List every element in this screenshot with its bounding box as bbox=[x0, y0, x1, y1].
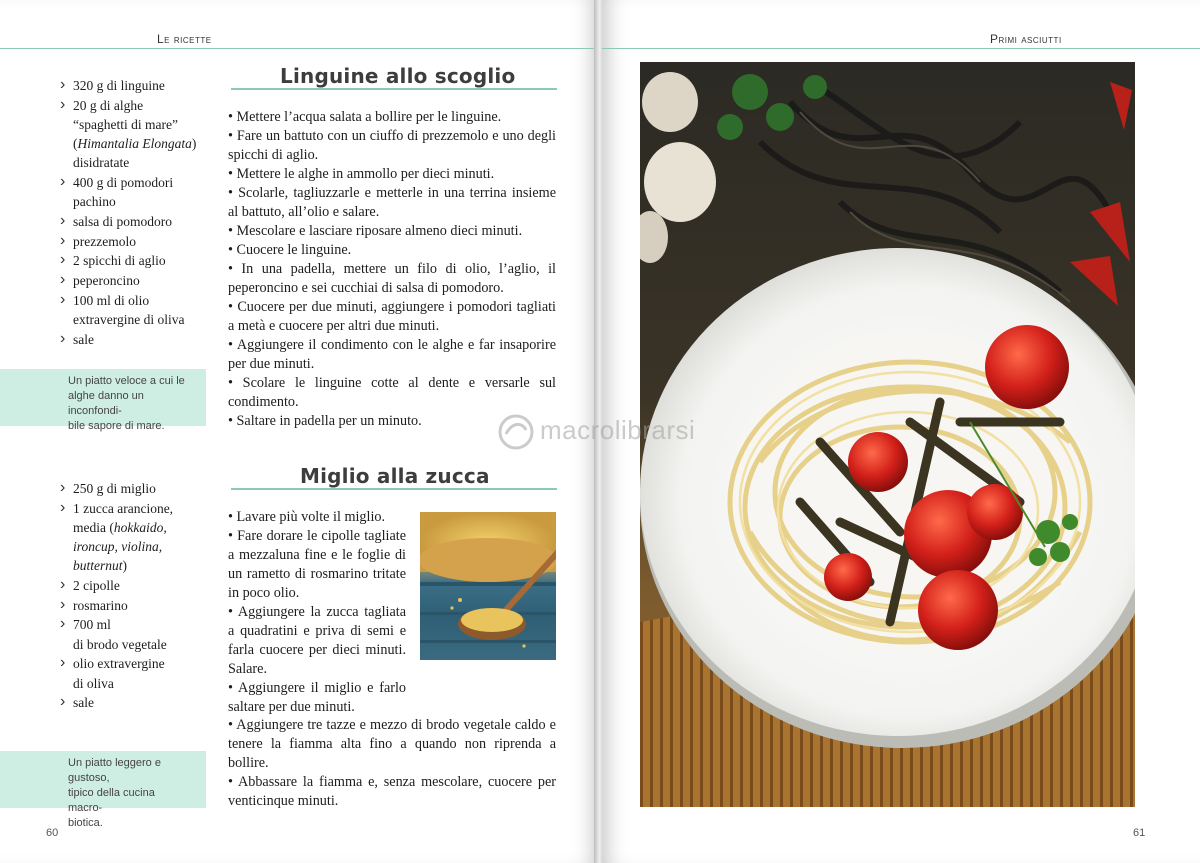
note-box-linguine bbox=[0, 369, 206, 432]
ingredient-line: (Himantalia Elongata) bbox=[73, 136, 197, 152]
step-item: • Cuocere per due minuti, aggiungere i pomodori tagliati a metà e cuocere per altri due minuti. bbox=[228, 299, 556, 334]
step-item: • Aggiungere il condimento con le alghe e far insaporire per due minuti. bbox=[228, 337, 556, 372]
step-item: • Lavare più volte il miglio. bbox=[228, 509, 386, 525]
ingredient-line: prezzemolo bbox=[73, 233, 136, 249]
ingredient-line: pachino bbox=[73, 194, 116, 210]
ingredient-line: di brodo vegetale bbox=[73, 636, 167, 652]
ingredient-variety: butternut bbox=[73, 558, 123, 574]
page-number-left: 60 bbox=[46, 827, 59, 839]
note-line: Un piatto veloce a cui le bbox=[68, 375, 185, 387]
ingredient-line: salsa di pomodoro bbox=[73, 213, 172, 229]
note-line: Un piatto leggero e gustoso, bbox=[68, 757, 161, 784]
ingredient-line: di oliva bbox=[73, 675, 114, 691]
ingredient-item bbox=[60, 232, 210, 251]
step-item: • Fare dorare le cipolle tagliate a mezzaluna fine e le foglie di un rametto di rosmarino tritate in poco olio. bbox=[228, 528, 406, 601]
ingredient-line: sale bbox=[73, 331, 94, 347]
step-item: • Mettere le alghe in ammollo per dieci minuti. bbox=[228, 166, 495, 182]
ingredient-line: 250 g di miglio bbox=[73, 481, 156, 496]
ingredient-line: 700 ml bbox=[73, 617, 111, 633]
ingredient-item bbox=[60, 96, 210, 173]
ingredient-line: 2 cipolle bbox=[73, 578, 120, 594]
running-head-right: Primi asciutti bbox=[990, 32, 1062, 46]
ingredient-line: 20 g di alghe bbox=[73, 97, 144, 113]
ingredient-item bbox=[60, 173, 210, 211]
ingredient-item bbox=[60, 76, 210, 95]
ingredient-line: media (hokkaido, bbox=[73, 519, 167, 535]
title-rule-linguine bbox=[231, 88, 557, 90]
ingredient-line: peperoncino bbox=[73, 273, 140, 289]
watermark-logo-icon bbox=[496, 412, 536, 452]
step-item: • Aggiungere il miglio e farlo saltare per due minuti. bbox=[228, 680, 406, 715]
millet-illustration bbox=[420, 512, 556, 660]
ingredient-line: “spaghetti di mare” bbox=[73, 116, 178, 132]
ingredients-list-miglio bbox=[60, 479, 210, 713]
ingredient-line: ironcup, violina, bbox=[73, 539, 163, 555]
ingredient-item bbox=[60, 654, 210, 692]
ingredient-item bbox=[60, 479, 210, 498]
ingredient-item bbox=[60, 251, 210, 270]
step-item: • Aggiungere la zucca tagliata a quadratini e priva di semi e farla cuocere per dieci minuti. Salare. bbox=[228, 604, 406, 677]
ingredient-line: 320 g di linguine bbox=[73, 78, 165, 93]
steps-list-linguine bbox=[228, 108, 556, 431]
step-item: • Fare un battuto con un ciuffo di prezzemolo e uno degli spicchi di aglio. bbox=[228, 128, 556, 163]
ingredient-line: olio extravergine bbox=[73, 656, 165, 672]
ingredient-item bbox=[60, 271, 210, 290]
recipe-title-linguine: Linguine allo scoglio bbox=[280, 64, 516, 88]
ingredient-line: 1 zucca arancione, bbox=[73, 500, 174, 516]
title-rule-miglio bbox=[231, 488, 557, 490]
ingredient-item bbox=[60, 615, 210, 653]
steps-list-miglio-narrow bbox=[228, 508, 406, 717]
note-line: alghe danno un inconfondi- bbox=[68, 390, 144, 417]
step-item: • Saltare in padella per un minuto. bbox=[228, 413, 422, 429]
ingredient-item bbox=[60, 499, 210, 576]
ingredient-item bbox=[60, 596, 210, 615]
ingredient-line: extravergine di oliva bbox=[73, 311, 185, 327]
running-head-left: Le ricette bbox=[157, 32, 212, 46]
step-item: • Mescolare e lasciare riposare almeno dieci minuti. bbox=[228, 223, 523, 239]
step-item: • Scolare le linguine cotte al dente e versarle sul condimento. bbox=[228, 375, 556, 410]
ingredient-variety: hokkaido, bbox=[113, 519, 167, 535]
ingredient-item bbox=[60, 576, 210, 595]
ingredient-item bbox=[60, 291, 210, 329]
step-item: • Cuocere le linguine. bbox=[228, 242, 352, 258]
ingredient-line: disidratate bbox=[73, 155, 130, 171]
header-rule-left bbox=[0, 48, 598, 49]
dish-illustration bbox=[640, 62, 1135, 807]
header-rule-right bbox=[602, 48, 1200, 49]
step-item: • Abbassare la fiamma e, senza mescolare, cuocere per venticinque minuti. bbox=[228, 774, 556, 809]
step-item: • In una padella, mettere un filo di olio, l’aglio, il peperoncino e sei cucchiai di salsa di pomodoro. bbox=[228, 261, 556, 296]
recipe-title-miglio: Miglio alla zucca bbox=[300, 464, 490, 488]
ingredient-line: 400 g di pomodori bbox=[73, 175, 174, 191]
step-item: • Aggiungere tre tazze e mezzo di brodo vegetale caldo e tenere la fiamma alta fino a quando non riprenda a bollire. bbox=[228, 717, 556, 771]
ingredients-list-linguine bbox=[60, 76, 210, 349]
watermark-text: macrolibrarsi bbox=[540, 415, 696, 445]
ingredient-item bbox=[60, 693, 210, 712]
steps-list-miglio-wide bbox=[228, 716, 556, 811]
note-box-miglio bbox=[0, 751, 206, 829]
ingredient-line: butternut) bbox=[73, 558, 127, 574]
ingredient-line: rosmarino bbox=[73, 597, 128, 613]
ingredient-line: sale bbox=[73, 695, 94, 711]
ingredient-item bbox=[60, 212, 210, 231]
step-item: • Mettere l’acqua salata a bollire per le linguine. bbox=[228, 109, 502, 125]
ingredient-line: 2 spicchi di aglio bbox=[73, 253, 166, 269]
page-number-right: 61 bbox=[1133, 827, 1146, 839]
ingredient-latin-name: Himantalia Elongata bbox=[77, 136, 192, 152]
step-item: • Scolarle, tagliuzzarle e metterle in una terrina insieme al battuto, all’olio e salare. bbox=[228, 185, 556, 220]
ingredient-item bbox=[60, 330, 210, 349]
note-line: biotica. bbox=[68, 817, 103, 829]
ingredient-line: 100 ml di olio bbox=[73, 292, 150, 308]
millet-photo bbox=[420, 512, 556, 660]
note-line: bile sapore di mare. bbox=[68, 420, 165, 432]
linguine-dish-photo bbox=[640, 62, 1135, 807]
note-line: tipico della cucina macro- bbox=[68, 787, 155, 814]
